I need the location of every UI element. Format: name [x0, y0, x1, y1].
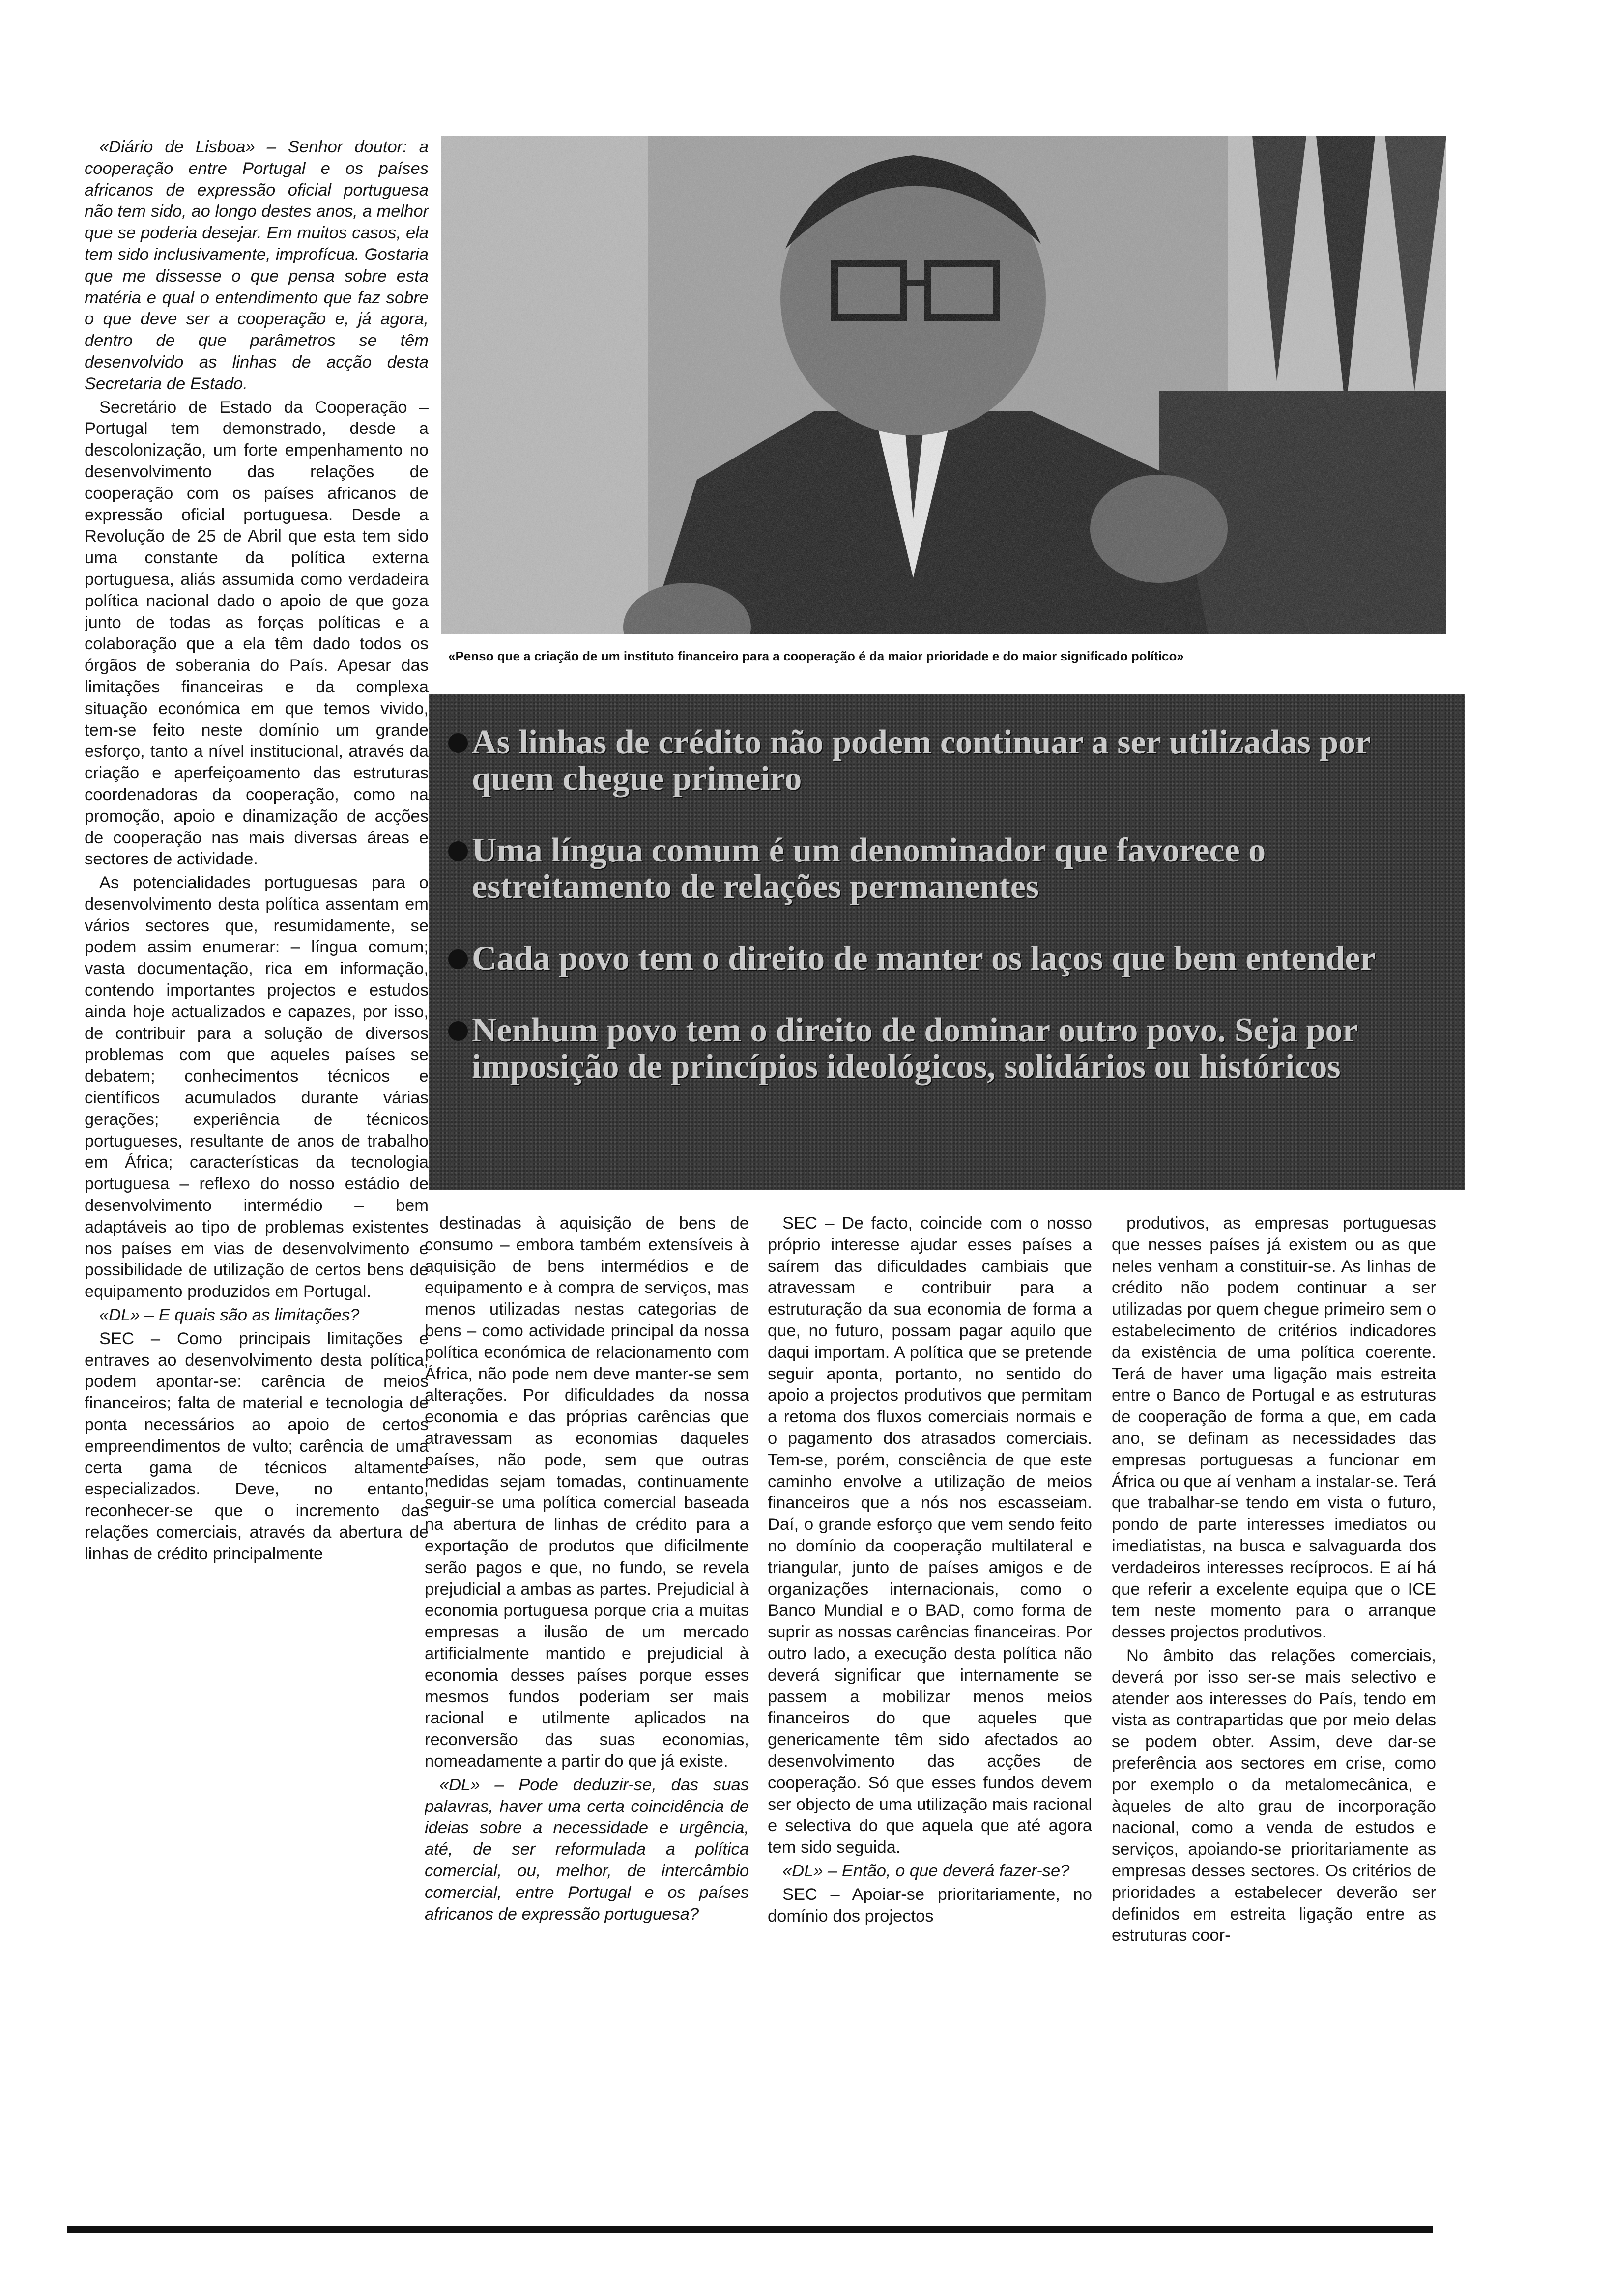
highlight-item: [448, 724, 1445, 797]
interview-answer: Secretário de Estado da Cooperação – Portugal tem demonstrado, desde a descolonização, um forte empenhamento no desenvolvimento das relações de cooperação com os países africanos de expressão oficial portuguesa. Desde a Revolução de 25 de Abril que esta tem sido uma constante da política externa portuguesa, aliás assumida como verdadeira política nacional dado o apoio de que goza junto de todas as forças políticas e a colaboração que a ela têm dado todos os órgãos de soberania do País. Apesar das limitações financeiras e da complexa situação económica em que temos vivido, tem-se feito neste domínio um grande esforço, tanto a nível institucional, através da criação e aperfeiçoamento das estruturas coordenadoras da cooperação, como na promoção, apoio e dinamização de acções de cooperação nas mais diversas áreas e sectores de actividade.: [85, 398, 429, 869]
bullet-icon: [448, 949, 468, 969]
highlight-text: As linhas de crédito não podem continuar a ser utilizadas por quem chegue primeiro: [472, 723, 1370, 798]
interview-answer: SEC – Como principais limitações e entraves ao desenvolvimento desta política, podem apontar-se: carência de meios financeiros; falta de material e tecnologia de ponta necessários ao apoio de certos empreendimentos de vulto; carência de uma certa gama de técnicos altamente especializados. Deve, no entanto, reconhecer-se que o incremento das relações comerciais, através da abertura de linhas de crédito principalmente: [85, 1329, 429, 1563]
highlight-text: Uma língua comum é um denominador que favorece o estreitamento de relações permanentes: [472, 832, 1266, 906]
highlight-box: [429, 694, 1465, 1190]
bullet-icon: [448, 1021, 468, 1041]
bottom-rule: [67, 2226, 1433, 2233]
interview-question: «DL» – Então, o que deverá fazer-se?: [782, 1861, 1070, 1880]
interview-answer: No âmbito das relações comerciais, deverá por isso ser-se mais selectivo e atender aos interesses do País, tendo em vista as contrapartidas que por meio delas se podem obter. Assim, deve dar-se preferência aos sectores em crise, como por exemplo o da metalomecânica, e àqueles de alto grau de incorporação nacional, como a venda de estudos e serviços, apoiando-se prioritariamente as empresas desses sectores. Os critérios de prioridades a estabelecer deverão ser definidos em estreita ligação entre as estruturas coor-: [1112, 1646, 1436, 1945]
article-column-1: [85, 137, 429, 2201]
highlight-text: Cada povo tem o direito de manter os laços que bem entender: [472, 940, 1376, 977]
article-column-4: [1112, 1213, 1436, 2220]
interview-question: «DL» – Pode deduzir-se, das suas palavras, haver uma certa coincidência de ideias sobre a necessidade e urgência, até, de ser reformulada a política comercial, ou, melhor, de intercâmbio comercial, entre Portugal e os países africanos de expressão portuguesa?: [425, 1775, 749, 1923]
highlight-item: [448, 1012, 1445, 1085]
highlight-item: [448, 832, 1445, 905]
interview-answer: SEC – Apoiar-se prioritariamente, no domínio dos projectos: [768, 1885, 1092, 1925]
article-column-2: [425, 1213, 749, 2220]
interview-answer: As potencialidades portuguesas para o desenvolvimento desta política assentam em vários sectores que, resumidamente, se podem assim enumerar: – língua comum; vasta documentação, rica em informação, contendo importantes projectos e estudos ainda hoje actualizados e capazes, por isso, de contribuir para a solução de diversos problemas com que aqueles países se debatem; conhecimentos técnicos e científicos acumulados durante várias gerações; experiência de técnicos portugueses, resultante de anos de trabalho em África; características da tecnologia portuguesa – reflexo do nosso estádio de desenvolvimento intermédio – bem adaptáveis ao tipo de problemas existentes nos países em vias de desenvolvimento e possibilidade de utilização de certos bens de equipamento produzidos em Portugal.: [85, 873, 429, 1301]
bullet-icon: [448, 733, 468, 753]
article-column-3: [768, 1213, 1092, 2220]
interview-question: «DL» – E quais são as limitações?: [99, 1306, 360, 1325]
bullet-icon: [448, 841, 468, 861]
highlight-text: Nenhum povo tem o direito de dominar outro povo. Seja por imposição de princípios ideológicos, solidários ou históricos: [472, 1011, 1357, 1086]
photo-caption: «Penso que a criação de um instituto financeiro para a cooperação é da maior prioridade e do maior significado político»: [448, 649, 1184, 663]
photo-image: [441, 136, 1446, 634]
interview-answer: SEC – De facto, coincide com o nosso próprio interesse ajudar esses países a saírem das dificuldades cambiais que atravessam e contribuir para a estruturação da sua economia de forma a que, no futuro, possam pagar aquilo que daqui importam. A política que se pretende seguir aponta, portanto, no sentido do apoio a projectos produtivos que permitam a retoma dos fluxos comerciais normais e o pagamento dos atrasados comerciais. Tem-se, porém, consciência de que este caminho envolve a utilização de meios financeiros que a nós nos escasseiam. Daí, o grande esforço que vem sendo feito no domínio da cooperação multilateral e triangular, junto de países amigos e de organizações internacionais, como o Banco Mundial e o BAD, como forma de suprir as nossas carências financeiras. Por outro lado, a execução desta política não deverá significar que internamente se passem a mobilizar menos meios financeiros do que aqueles que genericamente têm sido afectados ao desenvolvimento das acções de cooperação. Só que esses fundos devem ser objecto de uma utilização mais racional e selectiva do que aquela que até agora tem sido seguida.: [768, 1214, 1092, 1857]
interviewee-photo: [441, 136, 1446, 634]
interview-question: «Diário de Lisboa» – Senhor doutor: a cooperação entre Portugal e os países africanos de expressão oficial portuguesa não tem sido, ao longo destes anos, a melhor que se poderia desejar. Em muitos casos, ela tem sido inclusivamente, improfícua. Gostaria que me dissesse o que pensa sobre esta matéria e qual o entendimento que faz sobre o que deve ser a cooperação e, já agora, dentro de que parâmetros se têm desenvolvido as linhas de acção desta Secretaria de Estado.: [85, 138, 429, 393]
interview-answer: produtivos, as empresas portuguesas que nesses países já existem ou as que neles venham a constituir-se. As linhas de crédito não podem continuar a ser utilizadas por quem chegue primeiro sem o estabelecimento de critérios indicadores da existência de uma política coerente. Terá de haver uma ligação mais estreita entre o Banco de Portugal e as estruturas de cooperação de forma a que, em cada ano, se definam as necessidades das empresas portuguesas a funcionar em África ou que aí venham a instalar-se. Terá que trabalhar-se tendo em vista o futuro, pondo de parte interesses imediatos ou imediatistas, na busca e salvaguarda dos verdadeiros interesses recíprocos. E aí há que referir a excelente equipa que o ICE tem neste momento para o arranque desses projectos produtivos.: [1112, 1214, 1436, 1642]
highlight-item: [448, 941, 1445, 977]
interview-answer: destinadas à aquisição de bens de consumo – embora também extensíveis à aquisição de bens intermédios e de equipamento e à compra de serviços, mas menos utilizadas nestas categorias de bens – como actividade principal da nossa política económica de relacionamento com África, não pode nem deve manter-se sem alterações. Por dificuldades da nossa economia e das próprias carências que atravessam as economias daqueles países, não pode, sem que outras medidas sejam tomadas, continuamente seguir-se uma política comercial baseada na abertura de linhas de crédito para a exportação de produtos que dificilmente serão pagos e que, no fundo, se revela prejudicial a ambas as partes. Prejudicial à economia portuguesa porque cria a muitas empresas a ilusão de um mercado artificialmente mantido e prejudicial à economia desses países porque esses mesmos fundos poderiam ser mais racional e utilmente aplicados na reconversão das suas economias, nomeadamente a partir do que já existe.: [425, 1214, 749, 1771]
